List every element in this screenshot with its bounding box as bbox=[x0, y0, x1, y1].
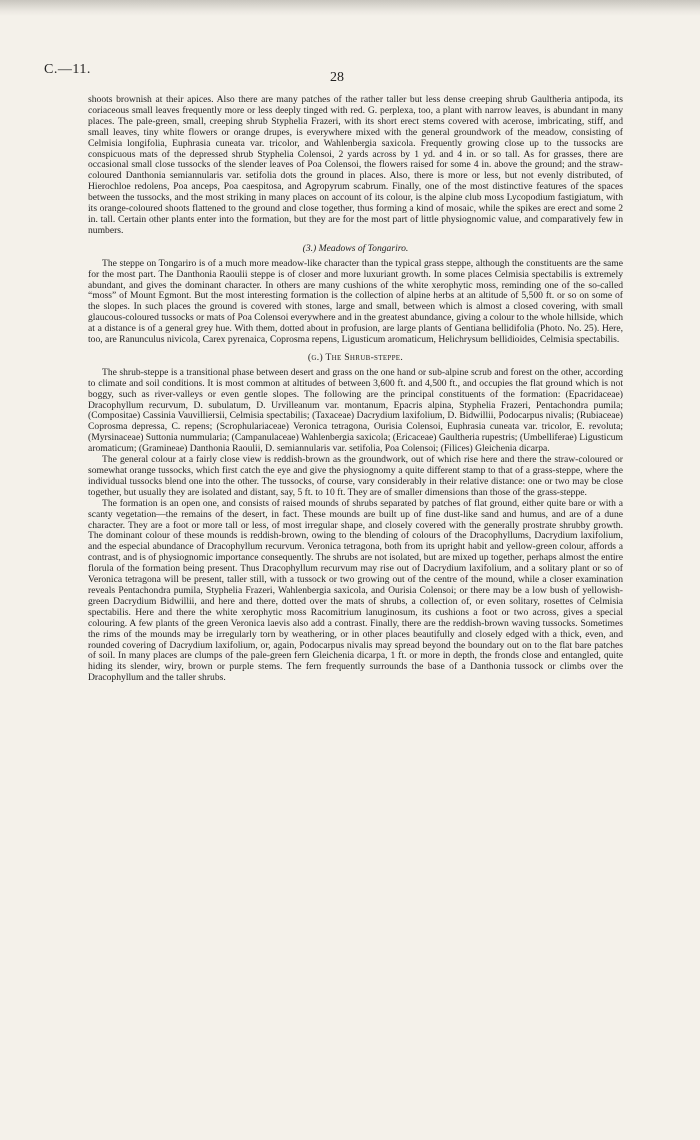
section-heading-text: (g.) The Shrub-steppe. bbox=[307, 351, 404, 363]
section-heading bbox=[88, 353, 623, 364]
section-heading bbox=[88, 244, 623, 255]
page-body bbox=[88, 95, 623, 684]
paragraph: The steppe on Tongariro is of a much more meadow-like character than the typical grass steppe, although the constituents are the same for the most part. The Danthonia Raoulii steppe is of closer and more luxuriant growth. In some places Celmisia spectabilis is extremely abundant, and gives the dominant character. In others are many cushions of the white xerophytic moss, reminding one of the so-called “moss” of Mount Egmont. But the most interesting formation is the collection of alpine herbs at an altitude of 5,500 ft. or so on some of the slopes. In such places the ground is covered with stones, large and small, between which is almost a closed covering, with small glaucous-coloured tussocks or mats of Poa Colensoi everywhere and in the greatest abundance, giving a colour to the whole hillside, which at a distance is of a general grey hue. With them, dotted about in profusion, are large plants of Gentiana bellidifolia (Photo. No. 25). Here, too, are Ranunculus nivicola, Carex pyrenaica, Coprosma repens, Ligusticum aromaticum, Helichrysum bellidioides, Celmisia spectabilis. bbox=[88, 257, 623, 346]
document-reference: C.—11. bbox=[44, 62, 91, 77]
paragraph: shoots brownish at their apices. Also there are many patches of the rather taller but less dense creeping shrub Gaultheria antipoda, its coriaceous small leaves frequently more or less deeply tinged with red. G. perplexa, too, a plant with narrow leaves, is abundant in many places. The pale-green, small, creeping shrub Styphelia Frazeri, with its short erect stems covered with acerose, imbricating, stiff, and small leaves, tiny white flowers or orange drupes, is everywhere mixed with the general groundwork of the meadow, consisting of Celmisia longifolia, Euphrasia cuneata var. tricolor, and Wahlenbergia saxicola. Frequently growing close up to the tussocks are conspicuous mats of the depressed shrub Styphelia Colensoi, 2 yards across by 1 yd. and 4 in. or so tall. As for grasses, there are occasional small close tussocks of the slender leaves of Poa Colensoi, the flowers raised for some 4 in. above the ground; and the straw-coloured Danthonia semiannularis var. setifolia dots the ground in places. Also, there is more or less, but not evenly distributed, of Hierochloe redolens, Poa anceps, Poa caespitosa, and Agropyrum scabrum. Finally, one of the most distinctive features of the spaces between the tussocks, and the most striking in many places on account of its colour, is the alpine club moss Lycopodium fastigiatum, with its orange-coloured shoots flattened to the ground and close together, thus forming a kind of mosaic, while the spikes are erect and some 2 in. tall. Certain other plants enter into the formation, but they are for the most part of little physiognomic value, and comparatively few in numbers. bbox=[88, 94, 623, 236]
section-heading-text: (3.) Meadows of Tongariro. bbox=[302, 242, 409, 254]
paragraph: The shrub-steppe is a transitional phase between desert and grass on the one hand or sub-alpine scrub and forest on the other, according to climate and soil conditions. It is most common at altitudes of between 3,600 ft. and 4,500 ft., and occupies the flat ground which is not boggy, such as river-valleys or even gentle slopes. The following are the principal constituents of the formation: (Epacridaceae) Dracophyllum recurvum, D. subulatum, D. Urvilleanum var. montanum, Epacris alpina, Styphelia Frazeri, Pentachondra pumila; (Compositae) Cassinia Vauvilliersii, Celmisia spectabilis; (Taxaceae) Dacrydium laxifolium, D. Bidwillii, Podocarpus nivalis; (Rubiaceae) Coprosma depressa, C. repens; (Scrophulariaceae) Veronica tetragona, Ourisia Colensoi, Euphrasia cuneata var. tricolor, E. revoluta; (Myrsinaceae) Suttonia nummularia; (Campanulaceae) Wahlenbergia saxicola; (Ericaceae) Gaultheria rupestris; (Umbelliferae) Ligusticum aromaticum; (Gramineae) Danthonia Raoulii, D. semiannularis var. setifolia, Poa Colensoi; (Filices) Gleichenia dicarpa. bbox=[88, 366, 623, 455]
paragraph: The general colour at a fairly close view is reddish-brown as the groundwork, out of which rise here and there the straw-coloured or somewhat orange tussocks, which first catch the eye and give the physiognomy a quite different stamp to that of a grass-steppe, where the individual tussocks blend one into the other. The tussocks, of course, vary considerably in their relative distance: one or two may be close together, but usually they are isolated and distant, say, 5 ft. to 10 ft. They are of smaller dimensions than those of the grass-steppe. bbox=[88, 454, 623, 498]
paragraph: The formation is an open one, and consists of raised mounds of shrubs separated by patches of flat ground, either quite bare or with a scanty vegetation—the remains of the desert, in fact. These mounds are built up of fine dust-like sand and humus, and are of a dune character. They are a foot or more tall or less, of most irregular shape, and closely covered with the generally prostrate shrubby growth. The dominant colour of these mounds is reddish-brown, owing to the blending of colours of the Dracophyllums, Dacrydium laxifolium, and the especial abundance of Dracophyllum recurvum. Veronica tetragona, both from its upright habit and yellow-green colour, affords a contrast, and is of physiognomic importance consequently. The shrubs are not isolated, but are mixed up together, perhaps almost the entire florula of the formation being present. Thus Dracophyllum recurvum may rise out of Dacrydium laxifolium, and a solitary plant or so of Veronica tetragona will be present, taller still, with a tussock or two growing out of the centre of the mound, while a closer examination reveals Pentachondra pumila, Styphelia Frazeri, Wahlenbergia saxicola, and Ourisia Colensoi; or there may be a low bush of yellowish-green Dacrydium Bidwillii, and here and there, dotted over the mats of shrubs, a collection of, or even solitary, rosettes of Celmisia spectabilis. Here and there the white xerophytic moss Racomitrium lanuginosum, its cushions a foot or two across, gives a special colouring. A few plants of the green Veronica laevis also add a contrast. Finally, there are the reddish-brown waving tussocks. Sometimes the rims of the mounds may be irregularly torn by weathering, or in other places beautifully and closely edged with a thick, even, and rounded covering of Dacrydium laxifolium, or, again, Podocarpus nivalis may spread beyond the boundary out on to the flat bare patches of soil. In many places are clumps of the pale-green fern Gleichenia dicarpa, 1 ft. or more in depth, the fronds close and entangled, quite hiding its slender, wiry, brown or purple stems. The fern frequently surrounds the base of a Danthonia tussock or climbs over the Dracophyllum and the taller shrubs. bbox=[88, 497, 623, 684]
page-number: 28 bbox=[330, 70, 344, 85]
scan-edge bbox=[0, 0, 700, 16]
